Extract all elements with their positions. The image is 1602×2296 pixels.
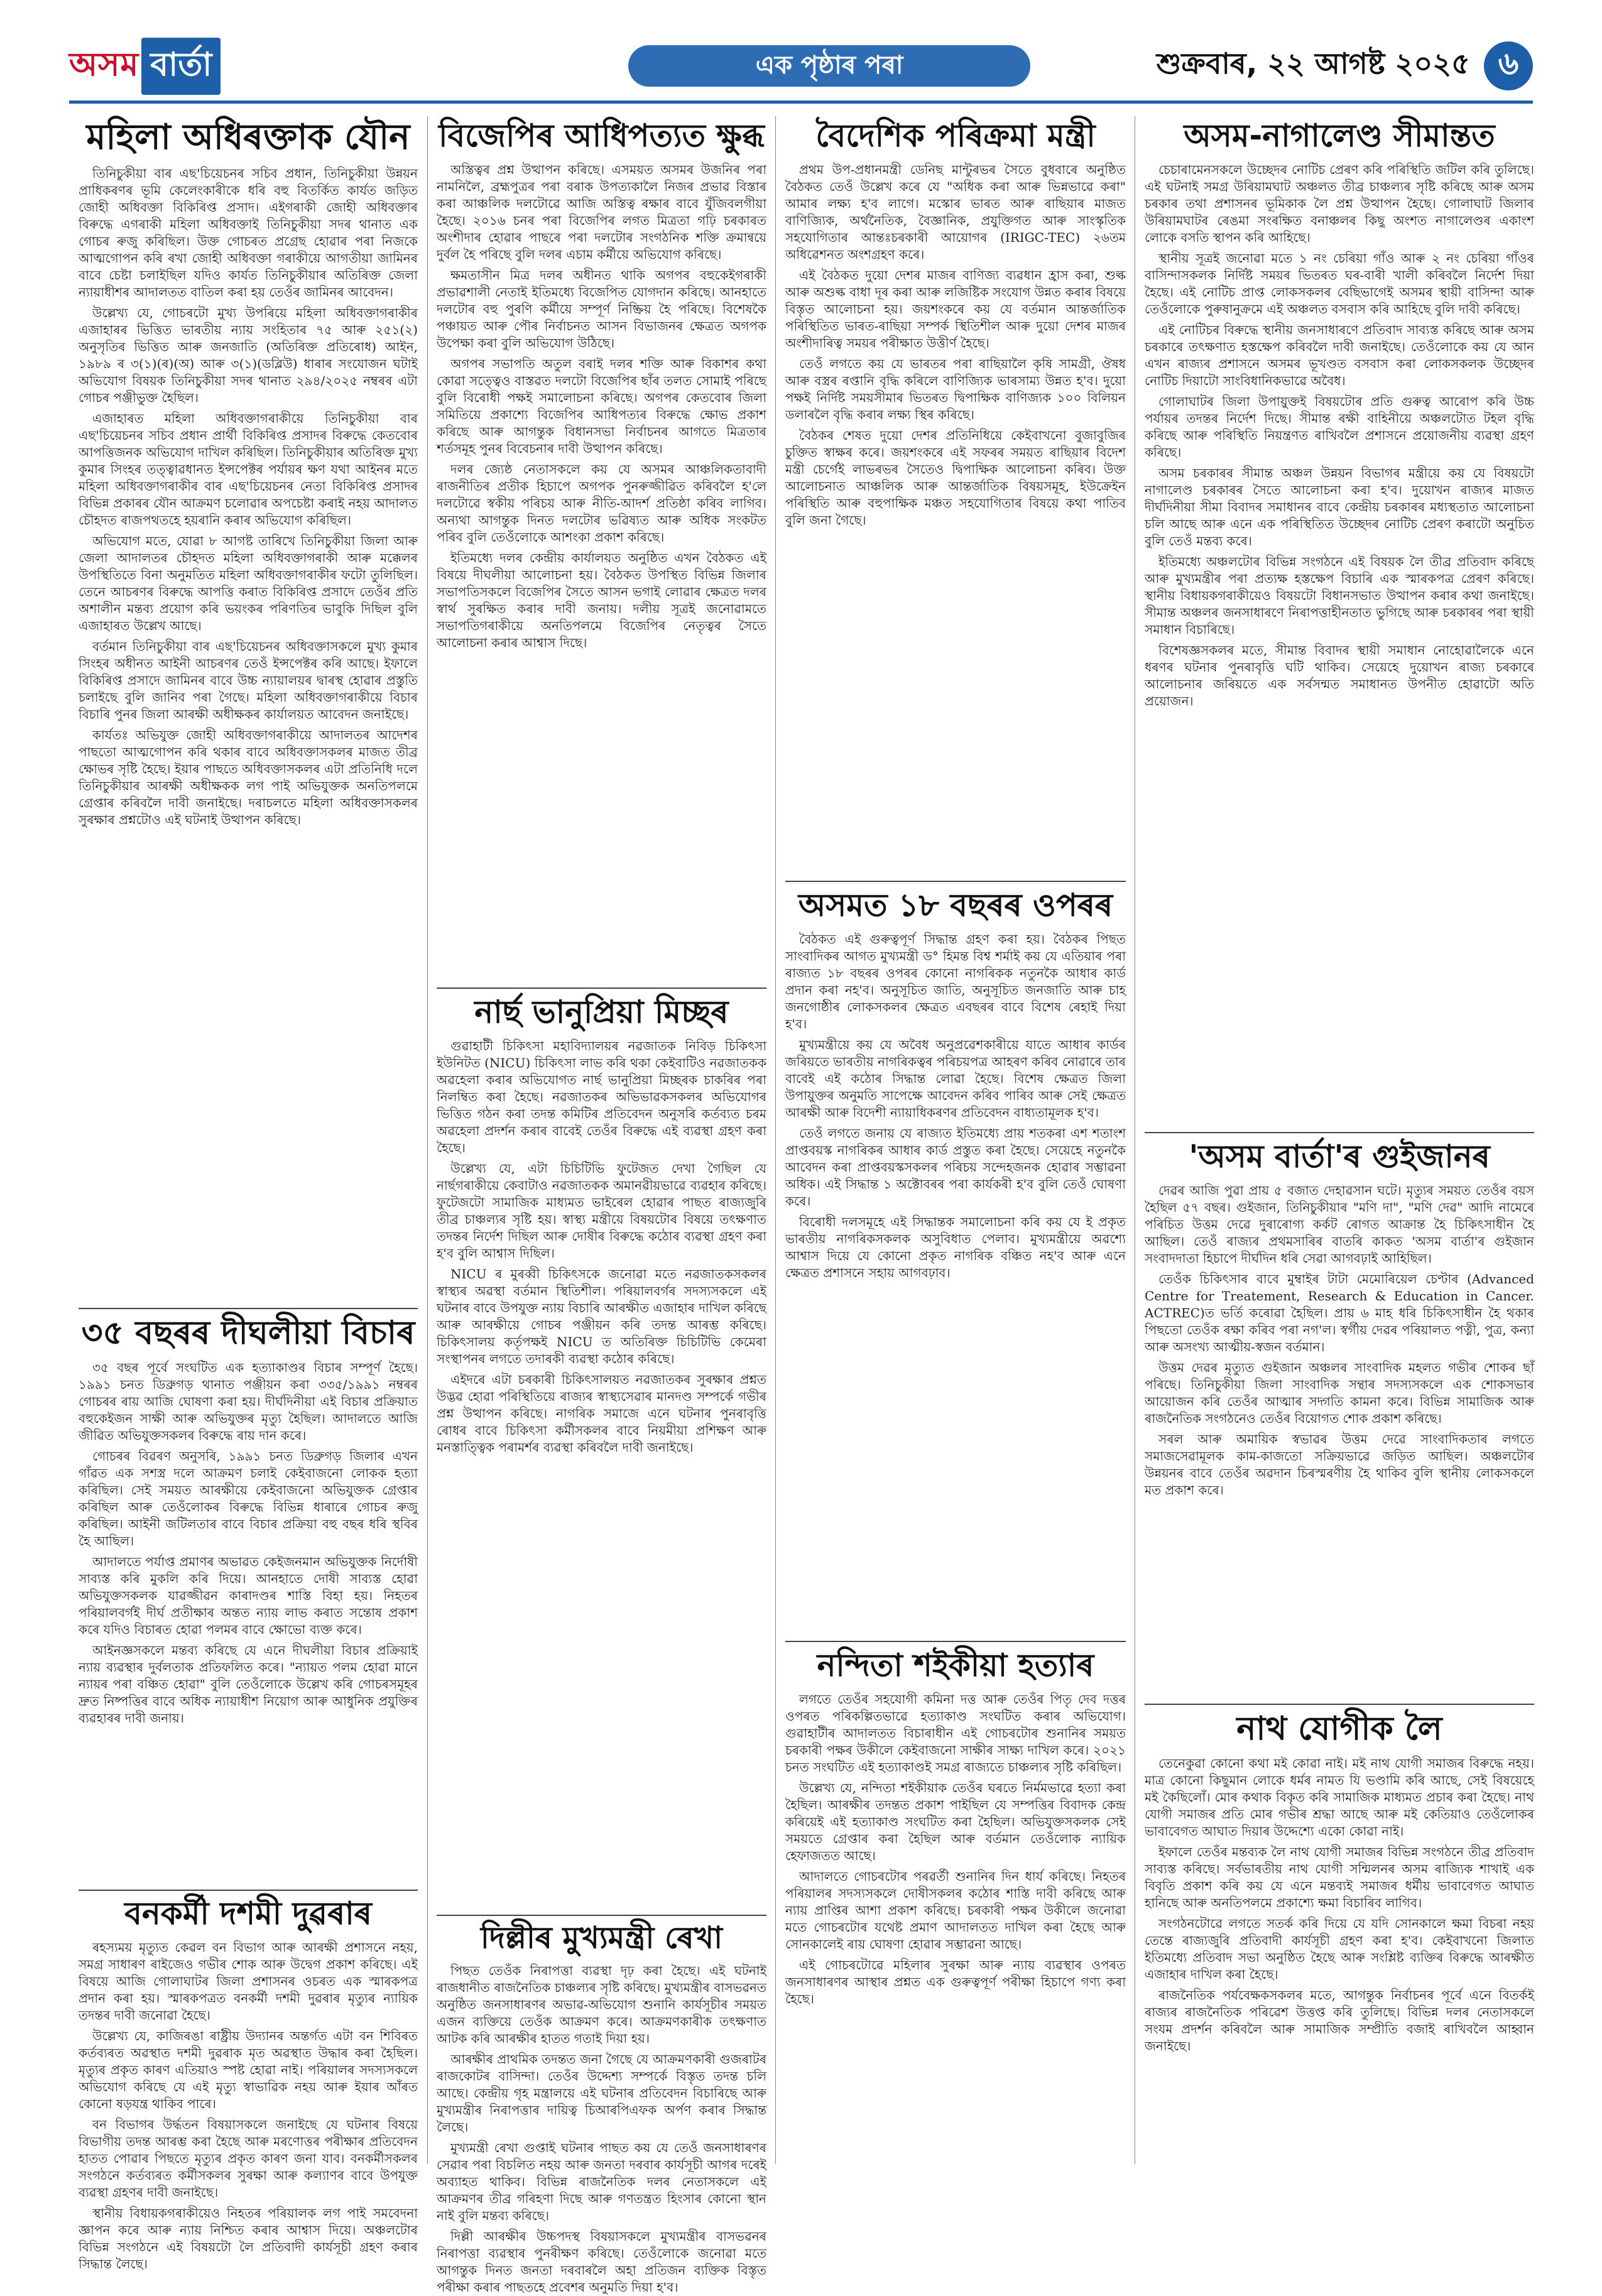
article-divider xyxy=(437,1915,766,1916)
article-paragraph: উল্লেখ্য যে, এটা চিচিটিভি ফুটেজত দেখা গৈছিল যে নাৰ্ছগৰাকীয়ে কেবাটাও নৱজাতকক অমানৱীয়ভাৱে ব্যৱহাৰ কৰিছে। ফুটেজটো সামাজিক মাধ্যমত ভাইৰেল হোৱাৰ পাছত ৰাজ্যজুৰি তীব্ৰ চাঞ্চল্যৰ সৃষ্টি হয়। স্বাস্থ্য মন্ত্ৰীয়ে বিষয়টোৰ বিষয়ে তৎক্ষণাত তদন্তৰ নিৰ্দেশ দিছিল আৰু দোষীৰ বিৰুদ্ধে কঠোৰ ব্যৱস্থা গ্ৰহণ কৰা হ'ব বুলি আশ্বাস দিছিল। xyxy=(437,1160,766,1261)
article-headline[interactable]: দিল্লীৰ মুখ্যমন্ত্ৰী ৰেখা xyxy=(480,1920,723,1956)
article-narcha xyxy=(437,996,766,1907)
article-paragraph: সৰল আৰু অমায়িক স্বভাৱৰ উত্তম দেৱে সাংবাদিকতাৰ লগতে সমাজসেৱামূলক কাম-কাজতো সক্ৰিয়ভাৱে জড়িত আছিল। অঞ্চলটোৰ উন্নয়নৰ বাবে তেওঁৰ অৱদান চিৰস্মৰণীয় হৈ থাকিব বুলি স্থানীয় লোকসকলে মত প্ৰকাশ কৰে। xyxy=(1145,1431,1534,1498)
masthead xyxy=(69,36,1533,94)
article-paragraph: ৰাজনৈতিক পৰ্যবেক্ষকসকলৰ মতে, আগন্তুক নিৰ্বাচনৰ পূৰ্বে এনে বিতৰ্কই ৰাজ্যৰ ৰাজনৈতিক পৰিৱেশ উত্তপ্ত কৰি তুলিছে। বিভিন্ন দলৰ নেতাসকলে সংযম প্ৰদৰ্শন কৰিবলৈ আৰু সামাজিক সম্প্ৰীতি বজাই ৰাখিবলৈ আহ্বান জনাইছে। xyxy=(1145,1987,1534,2054)
article-asamot18 xyxy=(785,889,1126,1633)
article-paragraph: বৰ্তমান তিনিচুকীয়া বাৰ এছ'চিয়েচনৰ অধিবক্তাসকলে মুখ্য কুমাৰ সিংহৰ অধীনত আইনী আচৰণৰ তেওঁ ইন্সপেক্টৰ কৰি আছে। ইফালে বিকিৰিপ্ত প্ৰসাদে জামিনৰ বাবে উচ্চ ন্যায়ালয়ৰ দ্বাৰস্থ হোৱাৰ প্ৰস্তুতি চলাইছে বুলি জানিব পৰা গৈছে। মহিলা অধিবক্তাগৰাকীয়ে বিচাৰ বিচাৰি পুনৰ জিলা আৰক্ষী অধীক্ষকৰ কাৰ্যালয়ত আবেদন জনাইছে। xyxy=(79,638,418,722)
article-headline[interactable]: বৈদেশিক পৰিক্ৰমা মন্ত্ৰী xyxy=(815,117,1096,154)
newspaper-logo[interactable] xyxy=(69,43,221,89)
article-paragraph: উত্তম দেৱৰ মৃত্যুত গুইজান অঞ্চলৰ সাংবাদিক মহলত গভীৰ শোকৰ ছাঁ পৰিছে। তিনিচুকীয়া জিলা সাংবাদিক সন্থাৰ সদস্যসকলে এক শোকসভাৰ আয়োজন কৰি তেওঁৰ আত্মাৰ সদ্গতি কামনা কৰে। বিভিন্ন সামাজিক আৰু ৰাজনৈতিক সংগঠনেও তেওঁৰ বিয়োগত শোক প্ৰকাশ কৰিছে। xyxy=(1145,1359,1534,1426)
article-divider xyxy=(785,1641,1126,1642)
article-headline[interactable]: 'অসম বাৰ্তা'ৰ গুইজানৰ xyxy=(1189,1138,1490,1175)
article-paragraph: আদালতে গোচৰটোৰ পৰৱৰ্তী শুনানিৰ দিন ধাৰ্য কৰিছে। নিহতৰ পৰিয়ালৰ সদস্যসকলে দোষীসকলৰ কঠোৰ শাস্তি দাবী কৰিছে আৰু ন্যায় প্ৰাপ্তিৰ আশা প্ৰকাশ কৰিছে। চৰকাৰী পক্ষৰ উকীলে জনোৱা মতে গোচৰটোৰ যথেষ্ট প্ৰমাণ আদালতত দাখিল কৰা হৈছে আৰু সোনকালেই ৰায় ঘোষণা হোৱাৰ সম্ভাৱনা আছে। xyxy=(785,1868,1126,1952)
article-paragraph: বিশেষজ্ঞসকলৰ মতে, সীমান্ত বিবাদৰ স্থায়ী সমাধান নোহোৱালৈকে এনে ধৰণৰ ঘটনাৰ পুনৰাবৃত্তি ঘটি থাকিব। সেয়েহে দুয়োখন ৰাজ্য চৰকাৰে আলোচনাৰ জৰিয়তে এক সৰ্বসন্মত সমাধানত উপনীত হোৱাটো অতি প্ৰয়োজন। xyxy=(1145,642,1534,709)
article-paragraph: ইতিমধ্যে দলৰ কেন্দ্ৰীয় কাৰ্যালয়ত অনুষ্ঠিত এখন বৈঠকত এই বিষয়ে দীঘলীয়া আলোচনা হয়। বৈঠকত উপস্থিত বিভিন্ন জিলাৰ সভাপতিসকলে বিজেপিৰ সৈতে আসন ভগাই লোৱাৰ ক্ষেত্ৰত দলৰ স্বাৰ্থ সুৰক্ষিত কৰাৰ দাবী জনায়। দলীয় সূত্ৰই জনোৱামতে সভাপতিগৰাকীয়ে অনতিপলমে বিজেপিৰ নেতৃত্বৰ সৈতে আলোচনা কৰাৰ আশ্বাস দিছে। xyxy=(437,550,766,650)
logo-text-part2: বাৰ্তা xyxy=(141,38,221,95)
article-paragraph: মুখ্যমন্ত্ৰীয়ে কয় যে অবৈধ অনুপ্ৰৱেশকাৰীয়ে যাতে আধাৰ কাৰ্ডৰ জৰিয়তে ভাৰতীয় নাগৰিকত্বৰ পৰিচয়পত্ৰ আহৰণ কৰিব নোৱাৰে তাৰ বাবেই এই কঠোৰ সিদ্ধান্ত লোৱা হৈছে। বিশেষ ক্ষেত্ৰত জিলা উপায়ুক্তৰ অনুমতি সাপেক্ষে আবেদন কৰিব পাৰিব আৰু সেই ক্ষেত্ৰত আৰক্ষী আৰু বিদেশী ন্যায়াধিকৰণৰ প্ৰতিবেদন বাধ্যতামূলক হ'ব। xyxy=(785,1036,1126,1120)
article-paragraph: তেওঁ লগতে কয় যে ভাৰতৰ পৰা ৰাছিয়ালৈ কৃষি সামগ্ৰী, ঔষধ আৰু বস্ত্ৰৰ ৰপ্তানি বৃদ্ধি কৰিলে বাণিজ্যিক ভাৰসাম্য উন্নত হ'ব। দুয়ো পক্ষই নিৰ্দিষ্ট সময়সীমাৰ ভিতৰত দ্বিপাক্ষিক বাণিজ্যক ১০০ বিলিয়ন ডলাৰলৈ বৃদ্ধি কৰাৰ লক্ষ্য স্থিৰ কৰিছে। xyxy=(785,356,1126,422)
article-headline[interactable]: বনকৰ্মী দশমী দুৱৰাৰ xyxy=(124,1895,372,1932)
article-body xyxy=(1145,1182,1534,1499)
article-divider xyxy=(1145,1132,1534,1133)
article-nath xyxy=(1145,1712,1534,2164)
section-ribbon: এক পৃষ্ঠাৰ পৰা xyxy=(628,45,1030,87)
article-dighaliya xyxy=(79,1316,418,1881)
article-bjp xyxy=(437,119,766,980)
article-paragraph: গোলাঘাটৰ জিলা উপায়ুক্তই বিষয়টোৰ প্ৰতি গুৰুত্ব আৰোপ কৰি উচ্চ পৰ্যায়ৰ তদন্তৰ নিৰ্দেশ দিছে। সীমান্ত ৰক্ষী বাহিনীয়ে অঞ্চলটোত টহল বৃদ্ধি কৰিছে আৰু পৰিস্থিতি নিয়ন্ত্ৰণত ৰাখিবলৈ প্ৰশাসনে প্ৰয়োজনীয় ব্যৱস্থা গ্ৰহণ কৰিছে। xyxy=(1145,393,1534,460)
article-headline[interactable]: বিজেপিৰ আধিপত্যত ক্ষুব্ধ xyxy=(439,117,765,154)
column-divider xyxy=(427,116,428,2164)
article-paragraph: দেৱৰ আজি পুৱা প্ৰায় ৫ বজাত দেহাৱসান ঘটে। মৃত্যুৰ সময়ত তেওঁৰ বয়স হৈছিল ৫৭ বছৰ। গুইজান, তিনিচুকীয়াৰ "মণি দা", "মণি দেৱ" আদি নামেৰে পৰিচিত উত্তম দেৱে দুৰাৰোগ্য কৰ্কট ৰোগত আক্ৰান্ত হৈ চিকিৎসাধীন হৈ আছিল। তেওঁ ৰাজ্যৰ প্ৰথমসাৰিৰ বাতৰি কাকত 'অসম বাৰ্তা'ৰ গুইজান সংবাদদাতা হিচাপে দীৰ্ঘদিন ধৰি সেৱা আগবঢ়াই আহিছিল। xyxy=(1145,1182,1534,1266)
article-paragraph: বিৰোধী দলসমূহে এই সিদ্ধান্তক সমালোচনা কৰি কয় যে ই প্ৰকৃত ভাৰতীয় নাগৰিকসকলক অসুবিধাত পেলাব। মুখ্যমন্ত্ৰীয়ে অৱশ্যে আশ্বাস দিয়ে যে কোনো প্ৰকৃত নাগৰিক বঞ্চিত নহ'ব আৰু এনে ক্ষেত্ৰত প্ৰশাসনে সহায় আগবঢ়াব। xyxy=(785,1214,1126,1280)
article-headline[interactable]: অসম-নাগালেণ্ড সীমান্তত xyxy=(1184,117,1495,154)
article-paragraph: অসম চৰকাৰৰ সীমান্ত অঞ্চল উন্নয়ন বিভাগৰ মন্ত্ৰীয়ে কয় যে বিষয়টো নাগালেণ্ড চৰকাৰৰ সৈতে আলোচনা কৰা হ'ব। দুয়োখন ৰাজ্যৰ মাজত দীৰ্ঘদিনীয়া সীমা বিবাদৰ সমাধানৰ বাবে কেন্দ্ৰীয় চৰকাৰৰ মধ্যস্থতাত আলোচনা চলি আছে আৰু এনে এক পৰিস্থিতিত উচ্ছেদৰ নোটিচ প্ৰেৰণ কৰাটো অনুচিত বুলি তেওঁ মন্তব্য কৰে। xyxy=(1145,465,1534,548)
article-nandita xyxy=(785,1649,1126,2164)
article-body xyxy=(437,161,766,651)
article-divider xyxy=(785,881,1126,882)
article-paragraph: স্থানীয় সূত্ৰই জনোৱা মতে ১ নং চেৰিয়া গাঁও আৰু ২ নং চেৰিয়া গাঁওৰ বাসিন্দাসকলক নিৰ্দিষ্ট সময়ৰ ভিতৰত ঘৰ-বাৰী খালী কৰিবলৈ নিৰ্দেশ দিয়া হৈছে। এই নোটিচ প্ৰাপ্ত লোকসকলৰ বেছিভাগেই অসমৰ স্থায়ী বাসিন্দা আৰু তেওঁলোকে পুৰুষানুক্ৰমে এই অঞ্চলত বসবাস কৰি আহিছে বুলি দাবী কৰিছে। xyxy=(1145,250,1534,317)
article-body xyxy=(785,1691,1126,2008)
article-beideshik xyxy=(785,119,1126,873)
article-paragraph: ইতিমধ্যে অঞ্চলটোৰ বিভিন্ন সংগঠনে এই বিষয়ক লৈ তীব্ৰ প্ৰতিবাদ কৰিছে আৰু মুখ্যমন্ত্ৰীৰ পৰা প্ৰত্যক্ষ হস্তক্ষেপ বিচাৰি এক স্মাৰকপত্ৰ প্ৰেৰণ কৰিছে। স্থানীয় বিধায়কগৰাকীয়েও বিষয়টো বিধানসভাত উত্থাপন কৰাৰ কথা জনাইছে। সীমান্ত অঞ্চলৰ জনসাধাৰণে নিৰাপত্তাহীনতাত ভুগিছে আৰু চৰকাৰৰ পৰা স্থায়ী সমাধান বিচাৰিছে। xyxy=(1145,553,1534,637)
article-paragraph: বৈঠকত এই গুৰুত্বপূৰ্ণ সিদ্ধান্ত গ্ৰহণ কৰা হয়। বৈঠকৰ পিছত সাংবাদিকৰ আগত মুখ্যমন্ত্ৰী ড° হিমন্ত বিশ্ব শৰ্মাই কয় যে এতিয়াৰ পৰা ৰাজ্যত ১৮ বছৰৰ ওপৰৰ কোনো নাগৰিকক নতুনকৈ আধাৰ কাৰ্ড প্ৰদান কৰা নহ'ব। অনুসূচিত জাতি, অনুসূচিত জনজাতি আৰু চাহ জনগোষ্ঠীৰ লোকসকলৰ ক্ষেত্ৰত এবছৰৰ বাবে বিশেষ ৰেহাই দিয়া হ'ব। xyxy=(785,931,1126,1031)
article-paragraph: এই নোটিচৰ বিৰুদ্ধে স্থানীয় জনসাধাৰণে প্ৰতিবাদ সাব্যস্ত কৰিছে আৰু অসম চৰকাৰে তৎক্ষণাত হস্তক্ষেপ কৰিবলৈ দাবী জনাইছে। তেওঁলোকে কয় যে আন এখন ৰাজ্যৰ প্ৰশাসনে অসমৰ ভূখণ্ডত বসবাস কৰা লোকসকলক উচ্ছেদৰ নোটিচ দিয়াটো সাংবিধানিকভাৱে অবৈধ। xyxy=(1145,322,1534,388)
logo-text-part1: অসম xyxy=(69,45,139,84)
article-paragraph: গুৱাহাটী চিকিৎসা মহাবিদ্যালয়ৰ নৱজাতক নিবিড় চিকিৎসা ইউনিটত (NICU) চিকিৎসা লাভ কৰি থকা কেইবাটিও নৱজাতকক অৱহেলা কৰাৰ অভিযোগত নাৰ্ছ ভানুপ্ৰিয়া মিচ্ছৰক চাকৰিৰ পৰা নিলম্বিত কৰা হৈছে। নৱজাতকৰ অভিভাৱকসকলৰ অভিযোগৰ ভিত্তিত গঠন কৰা তদন্ত কমিটিৰ প্ৰতিবেদন অনুসৰি কৰ্তব্যত চৰম অৱহেলা প্ৰদৰ্শন কৰাৰ বাবেই তেওঁৰ বিৰুদ্ধে এই ব্যৱস্থা গ্ৰহণ কৰা হৈছে। xyxy=(437,1038,766,1155)
article-paragraph: বৈঠকৰ শেষত দুয়ো দেশৰ প্ৰতিনিধিয়ে কেইবাখনো বুজাবুজিৰ চুক্তিত স্বাক্ষৰ কৰে। জয়শংকৰে এই সফৰৰ সময়ত ৰাছিয়াৰ বিদেশ মন্ত্ৰী চেৰ্গেই লাভৰভৰ সৈতেও দ্বিপাক্ষিক আলোচনা কৰিব। উক্ত আলোচনাত আঞ্চলিক আৰু আন্তৰ্জাতিক বিষয়সমূহ, ইউক্ৰেইন পৰিস্থিতি আৰু বহুপাক্ষিক মঞ্চত সহযোগিতাৰ বিষয়ে কথা পাতিব বুলি জনা গৈছে। xyxy=(785,427,1126,528)
article-paragraph: প্ৰথম উপ-প্ৰধানমন্ত্ৰী ডেনিছ মান্টুৰভৰ সৈতে বুধবাৰে অনুষ্ঠিত বৈঠকত তেওঁ উল্লেখ কৰে যে "অধিক কৰা আৰু ভিন্নভাৱে কৰা" আমাৰ লক্ষ্য হ'ব লাগে। মস্কোৰ ভাৰত আৰু ৰাছিয়াৰ মাজত বাণিজ্যিক, অৰ্থনৈতিক, বৈজ্ঞানিক, প্ৰযুক্তিগত আৰু সাংস্কৃতিক সহযোগিতাৰ আন্তঃচৰকাৰী আয়োগৰ (IRIGC-TEC) ২৬তম অধিৱেশনত অংশগ্ৰহণ কৰে। xyxy=(785,161,1126,262)
article-paragraph: অভিযোগ মতে, যোৱা ৮ আগষ্ট তাৰিখে তিনিচুকীয়া জিলা আৰু জেলা আদালতৰ চৌহদত মহিলা অধিবক্তাগৰাকী আৰু মক্কেলৰ উপস্থিতিতে বিনা অনুমতিত মহিলা অধিবক্তাগৰাকীৰ ফটো তুলিছিল। তেনে আচৰণৰ বিৰুদ্ধে আপত্তি কৰাত বিকিৰিপ্ত প্ৰসাদে তেওঁৰ প্ৰতি অশালীন মন্তব্য প্ৰয়োগ কৰি ভয়ংকৰ পৰিণতিৰ ভাবুকি দিছিল বুলি এজাহাৰত উল্লেখ আছে। xyxy=(79,533,418,633)
article-delhi xyxy=(437,1920,766,2295)
article-headline[interactable]: নাৰ্ছ ভানুপ্ৰিয়া মিচ্ছৰ xyxy=(474,994,729,1030)
article-headline[interactable]: নাথ যোগীক লৈ xyxy=(1236,1710,1442,1748)
article-paragraph: কাৰ্যতঃ অভিযুক্ত জোহী অধিবক্তাগৰাকীয়ে আদালতৰ আদেশৰ পাছতো আত্মগোপন কৰি থকাৰ বাবে অধিবক্তাসকলৰ মাজত তীব্ৰ ক্ষোভৰ সৃষ্টি হৈছে। ইয়াৰ পাছতে অধিবক্তাসকলৰ এটা প্ৰতিনিধি দলে তিনিচুকীয়াৰ আৰক্ষী অধীক্ষকক লগ পাই অভিযুক্তক অনতিপলমে গ্ৰেপ্তাৰ কৰিবলৈ দাবী জনাইছে। দৰাচলতে মহিলা অধিবক্তাসকলৰ সুৰক্ষাৰ প্ৰশ্নটোও এই ঘটনাই উত্থাপন কৰিছে। xyxy=(79,727,418,827)
article-paragraph: স্থানীয় বিধায়কগৰাকীয়েও নিহতৰ পৰিয়ালক লগ পাই সমবেদনা জ্ঞাপন কৰে আৰু ন্যায় নিশ্চিত কৰাৰ আশ্বাস দিয়ে। অঞ্চলটোৰ বিভিন্ন সংগঠনে এই বিষয়টো লৈ প্ৰতিবাদী কাৰ্যসূচী গ্ৰহণ কৰাৰ সিদ্ধান্ত লৈছে। xyxy=(79,2205,418,2272)
article-guijan xyxy=(1145,1140,1534,1696)
article-body xyxy=(1145,161,1534,710)
article-paragraph: তিনিচুকীয়া বাৰ এছ'চিয়েচনৰ সচিব প্ৰধান, তিনিচুকীয়া উন্নয়ন প্ৰাধিকৰণৰ ভূমি কেলেংকাৰীকে ধৰি বহু বিতৰ্কিত কাৰ্যত জড়িত জোহী অধিবক্তা বিকিৰিপ্ত প্ৰসাদ। এইগৰাকী জোহী অধিবক্তাৰ বিৰুদ্ধে এগৰাকী মহিলা অধিবক্তাই তিনিচুকীয়া সদৰ থানাত এক গোচৰ ৰুজু কৰিছিল। উক্ত গোচৰত প্ৰগ্ৰেছ হোৱাৰ পৰা নিজকে আত্মগোপন কৰি ৰখা জোহী অধিবক্তা গৰাকীয়ে আগতীয়া জামিনৰ বাবে চেষ্টা চলাইছিল যদিও কাৰ্যত তিনিচুকীয়াৰ অতিৰিক্ত জেলা ন্যায়াধীশৰ আদালতত বাতিল কৰা হয় তেওঁৰ জামিনৰ আবেদন। xyxy=(79,165,418,300)
article-body xyxy=(79,165,418,829)
article-paragraph: তেওঁক চিকিৎসাৰ বাবে মুম্বাইৰ টাটা মেমোৰিয়েল চেণ্টাৰ (Advanced Centre for Treatement, Research & Education in Cancer. ACTREC)ত ভৰ্তি কৰোৱা হৈছিল। প্ৰায় ৬ মাহ ধৰি চিকিৎসাধীন হৈ থকাৰ পিছতো তেওঁক ৰক্ষা কৰিব পৰা নগ'ল। স্বৰ্গীয় দেৱৰ পৰিয়ালত পত্নী, পুত্ৰ, কন্যা আৰু অসংখ্য আত্মীয়-স্বজন বৰ্তমান। xyxy=(1145,1271,1534,1354)
article-paragraph: ৰহস্যময় মৃত্যুত কেৱল বন বিভাগ আৰু আৰক্ষী প্ৰশাসনে নহয়, সমগ্ৰ সাধাৰণ ৰাইজেও গভীৰ শোক আৰু উদ্বেগ প্ৰকাশ কৰিছে। এই বিষয়ে আজি গোলাঘাটৰ জিলা প্ৰশাসনৰ ওচৰত এক স্মাৰকপত্ৰ প্ৰদান কৰা হয়। স্মাৰকপত্ৰত বনকৰ্মী দশমী দুৱৰাৰ মৃত্যুৰ ন্যায়িক তদন্তৰ দাবী জনোৱা হৈছে। xyxy=(79,1939,418,2023)
article-body xyxy=(437,1962,766,2296)
article-headline[interactable]: নন্দিতা শইকীয়া হত্যাৰ xyxy=(817,1647,1094,1684)
article-divider xyxy=(79,1308,418,1309)
article-paragraph: চেচাৰামেনসকলে উচ্ছেদৰ নোটিচ প্ৰেৰণ কৰি পৰিস্থিতি জটিল কৰি তুলিছে। এই ঘটনাই সমগ্ৰ উৰিয়ামঘাট অঞ্চলত তীব্ৰ চাঞ্চল্যৰ সৃষ্টি কৰিছে আৰু অসম চৰকাৰ তথা প্ৰশাসনৰ ভূমিকাক লৈ প্ৰশ্ন উত্থাপন হৈছে। গোলাঘাট জিলাৰ উৰিয়ামঘাটৰ ৰেঙমা সংৰক্ষিত বনাঞ্চলৰ কিছু অংশত নাগালেণ্ডৰ একাংশ লোকে বসতি স্থাপন কৰি আহিছে। xyxy=(1145,161,1534,245)
article-paragraph: পিছত তেওঁক নিৰাপত্তা ব্যৱস্থা দৃঢ় কৰা হৈছে। এই ঘটনাই ৰাজধানীত ৰাজনৈতিক চাঞ্চল্যৰ সৃষ্টি কৰিছে। মুখ্যমন্ত্ৰীৰ বাসভৱনত অনুষ্ঠিত জনসাধাৰণৰ অভাৱ-অভিযোগ শুনানি কাৰ্যসূচীৰ সময়ত এজন ব্যক্তিয়ে তেওঁক আক্ৰমণ কৰে। আক্ৰমণকাৰীক তৎক্ষণাত আটক কৰি আৰক্ষীৰ হাতত গতাই দিয়া হয়। xyxy=(437,1963,766,2047)
article-paragraph: এজাহাৰত মহিলা অধিবক্তাগৰাকীয়ে তিনিচুকীয়া বাৰ এছ'চিয়েচনৰ সচিব প্ৰধান প্ৰাৰ্থী বিকিৰিপ্ত প্ৰসাদৰ বিৰুদ্ধে কেতবোৰ আপত্তিজনক অভিযোগ দাখিল কৰিছিল। তিনিচুকীয়াৰ অতিৰিক্ত মুখ্য কুমাৰ সিংহৰ তত্ত্বাৱধানত ইন্সপেক্টৰ পৰ্যায়ৰ ক্ষণ যথা আইনৰ মতে মহিলা অধিবক্তাগৰাকীৰ বাৰ এছ'চিয়েচনৰ নেতা বিকিৰিপ্ত প্ৰসাদৰ বিভিন্ন প্ৰকাৰৰ যৌন আক্ৰমণ চলোৱাৰ অপচেষ্টা কৰাই নহয় আদালত চৌহদত ৰাজপথতহে হয়ৰানি কৰাৰ অভিযোগ কৰিছিল। xyxy=(79,410,418,528)
article-headline[interactable]: অসমত ১৮ বছৰৰ ওপৰৰ xyxy=(798,887,1113,923)
article-paragraph: আইনজ্ঞসকলে মন্তব্য কৰিছে যে এনে দীঘলীয়া বিচাৰ প্ৰক্ৰিয়াই ন্যায় ব্যৱস্থাৰ দুৰ্বলতাক প্ৰতিফলিত কৰে। "ন্যায়ত পলম হোৱা মানে ন্যায়ৰ পৰা বঞ্চিত হোৱা" বুলি তেওঁলোকে উল্লেখ কৰি গোচৰসমূহৰ দ্ৰুত নিষ্পত্তিৰ বাবে অধিক ন্যায়াধীশ নিয়োগ আৰু আধুনিক প্ৰযুক্তিৰ ব্যৱহাৰৰ দাবী জনায়। xyxy=(79,1642,418,1726)
article-bankarmi xyxy=(79,1895,418,2272)
column-divider xyxy=(775,116,776,2164)
article-body xyxy=(1145,1755,1534,2055)
article-paragraph: উল্লেখ্য যে, নন্দিতা শইকীয়াক তেওঁৰ ঘৰতে নিৰ্মমভাৱে হত্যা কৰা হৈছিল। আৰক্ষীৰ তদন্তত প্ৰকাশ পাইছিল যে সম্পত্তিৰ বিবাদক কেন্দ্ৰ কৰিয়েই এই হত্যাকাণ্ড সংঘটিত কৰা হৈছিল। অভিযুক্তসকলক সেই সময়তে গ্ৰেপ্তাৰ কৰা হৈছিল আৰু বৰ্তমান তেওঁলোক ন্যায়িক হেফাজতত আছে। xyxy=(785,1780,1126,1863)
article-body xyxy=(785,161,1126,529)
article-paragraph: তেওঁ লগতে জনায় যে ৰাজ্যত ইতিমধ্যে প্ৰায় শতকৰা এশ শতাংশ প্ৰাপ্তবয়স্ক নাগৰিকৰ আধাৰ কাৰ্ড প্ৰস্তুত কৰা হৈছে। সেয়েহে নতুনকৈ আবেদন কৰা প্ৰাপ্তবয়স্কসকলৰ পৰিচয় সন্দেহজনক হোৱাৰ সম্ভাৱনা অধিক। এই সিদ্ধান্ত ১ অক্টোবৰৰ পৰা কাৰ্যকৰী হ'ব বুলি তেওঁ ঘোষণা কৰে। xyxy=(785,1125,1126,1209)
article-paragraph: দলৰ জ্যেষ্ঠ নেতাসকলে কয় যে অসমৰ আঞ্চলিকতাবাদী ৰাজনীতিৰ প্ৰতীক হিচাপে অগপক পুনৰুজ্জীৱিত কৰিবলৈ হ'লে দলটোৱে স্বকীয় পৰিচয় আৰু নীতি-আদৰ্শ প্ৰতিষ্ঠা কৰিব লাগিব। অন্যথা আগন্তুক দিনত দলটোৰ ভৱিষ্যত আৰু অধিক সংকটত পৰিব বুলি তেওঁলোকে আশংকা প্ৰকাশ কৰিছে। xyxy=(437,461,766,545)
article-body xyxy=(79,1939,418,2273)
article-headline[interactable]: মহিলা অধিৰক্তাক যৌন xyxy=(86,117,410,158)
article-paragraph: দিল্লী আৰক্ষীৰ উচ্চপদস্থ বিষয়াসকলে মুখ্যমন্ত্ৰীৰ বাসভৱনৰ নিৰাপত্তা ব্যৱস্থাৰ পুনৰীক্ষণ কৰিছে। তেওঁলোকে জনোৱা মতে আগন্তুক দিনত জনতা দৰবাৰলৈ অহা প্ৰতিজন ব্যক্তিক বিস্তৃত পৰীক্ষা কৰাৰ পাছতহে প্ৰবেশৰ অনুমতি দিয়া হ'ব। xyxy=(437,2229,766,2295)
article-paragraph: বন বিভাগৰ উৰ্দ্ধতন বিষয়াসকলে জনাইছে যে ঘটনাৰ বিষয়ে বিভাগীয় তদন্ত আৰম্ভ কৰা হৈছে আৰু মৰণোত্তৰ পৰীক্ষাৰ প্ৰতিবেদন হাতত পোৱাৰ পিছতে মৃত্যুৰ প্ৰকৃত কাৰণ জনা যাব। বনকৰ্মীসকলৰ সংগঠনে কৰ্তব্যৰত কৰ্মীসকলৰ সুৰক্ষা আৰু কল্যাণৰ বাবে উপযুক্ত ব্যৱস্থা গ্ৰহণৰ দাবী জনাইছে। xyxy=(79,2116,418,2200)
article-paragraph: এই বৈঠকত দুয়ো দেশৰ মাজৰ বাণিজ্য ব্যৱধান হ্ৰাস কৰা, শুল্ক আৰু অশুল্ক বাধা দূৰ কৰা আৰু লজিষ্টিক সংযোগ উন্নত কৰাৰ বিষয়ে বিস্তৃত আলোচনা হয়। জয়শংকৰে কয় যে বৰ্তমান আন্তৰ্জাতিক পৰিস্থিতিত ভাৰত-ৰাছিয়া সম্পৰ্ক স্থিতিশীল আৰু দুয়ো দেশৰ মাজৰ অংশীদাৰিত্ব সময়ৰ পৰীক্ষাত উত্তীৰ্ণ হৈছে। xyxy=(785,267,1126,351)
article-body xyxy=(79,1359,418,1727)
article-headline[interactable]: ৩৫ বছৰৰ দীঘলীয়া বিচাৰ xyxy=(81,1314,415,1352)
article-paragraph: এইদৰে এটা চৰকাৰী চিকিৎসালয়ত নৱজাতকৰ সুৰক্ষাৰ প্ৰশ্নত উদ্ভৱ হোৱা পৰিস্থিতিয়ে ৰাজ্যৰ স্বাস্থ্যসেৱাৰ মানদণ্ড সম্পৰ্কে গভীৰ প্ৰশ্ন উত্থাপন কৰিছে। নাগৰিক সমাজে এনে ঘটনাৰ পুনৰাবৃত্তি ৰোধৰ বাবে চিকিৎসা কৰ্মীসকলৰ বাবে নিয়মীয়া প্ৰশিক্ষণ আৰু মনস্তাত্ত্বিক পৰামৰ্শৰ ব্যৱস্থা কৰিবলৈ দাবী জনাইছে। xyxy=(437,1371,766,1455)
article-body xyxy=(785,931,1126,1281)
issue-date: শুক্ৰবাৰ, ২২ আগষ্ট ২০২৫ xyxy=(1156,46,1470,80)
article-nagaland xyxy=(1145,119,1534,1124)
article-paragraph: ক্ষমতাসীন মিত্ৰ দলৰ অধীনত থাকি অগপৰ বহুকেইগৰাকী প্ৰভাৱশালী নেতাই ইতিমধ্যে বিজেপিত যোগদান কৰিছে। আনহাতে দলটোৰ বহু পুৰণি কৰ্মীয়ে সম্পূৰ্ণ নিষ্ক্ৰিয় হৈ পৰিছে। বিশেষকৈ পঞ্চায়ত আৰু পৌৰ নিৰ্বাচনত আসন বিভাজনৰ ক্ষেত্ৰত অগপক উপেক্ষা কৰা বুলি অভিযোগ উঠিছে। xyxy=(437,267,766,351)
article-paragraph: তেনেকুৱা কোনো কথা মই কোৱা নাই। মই নাথ যোগী সমাজৰ বিৰুদ্ধে নহয়। মাত্ৰ কোনো কিছুমান লোকে ধৰ্মৰ নামত যি ভণ্ডামি কৰি আছে, সেই বিষয়েহে মই কৈছিলোঁ। মোৰ কথাক বিকৃত কৰি সামাজিক মাধ্যমত প্ৰচাৰ কৰা হৈছে। নাথ যোগী সমাজৰ প্ৰতি মোৰ গভীৰ শ্ৰদ্ধা আছে আৰু মই কেতিয়াও তেওঁলোকৰ ভাবাবেগত আঘাত দিয়াৰ উদ্দেশ্যে একো কোৱা নাই। xyxy=(1145,1755,1534,1839)
article-paragraph: আদালতে পৰ্যাপ্ত প্ৰমাণৰ অভাৱত কেইজনমান অভিযুক্তক নিৰ্দোষী সাব্যস্ত কৰি মুকলি কৰি দিয়ে। আনহাতে দোষী সাব্যস্ত হোৱা অভিযুক্তসকলক যাৱজ্জীৱন কাৰাদণ্ডৰ শাস্তি বিহা হয়। নিহতৰ পৰিয়ালবৰ্গই দীৰ্ঘ প্ৰতীক্ষাৰ অন্তত ন্যায় লাভ কৰাত সন্তোষ প্ৰকাশ কৰে যদিও বিচাৰত হোৱা পলমৰ বাবে ক্ষোভো ব্যক্ত কৰে। xyxy=(79,1553,418,1637)
article-divider xyxy=(437,987,766,989)
article-divider xyxy=(79,1890,418,1891)
article-paragraph: অস্তিত্বৰ প্ৰশ্ন উত্থাপন কৰিছে। এসময়ত অসমৰ উজনিৰ পৰা নামনিলৈ, ব্ৰহ্মপুত্ৰৰ পৰা বৰাক উপত্যকালৈ নিজৰ প্ৰভাৱ বিস্তাৰ কৰা আঞ্চলিক দলটোৱে আজি অস্তিত্ব ৰক্ষাৰ বাবে যুঁজিবলগীয়া হৈছে। ২০১৬ চনৰ পৰা বিজেপিৰ লগত মিত্ৰতা গঢ়ি চৰকাৰত অংশীদাৰ হোৱাৰ পাছৰে পৰা দলটোৰ সংগঠনিক শক্তি ক্ৰমান্বয়ে দুৰ্বল হৈ পৰিছে বুলি দলৰ এচাম কৰ্মীয়ে অভিযোগ কৰিছে। xyxy=(437,161,766,262)
article-paragraph: মুখ্যমন্ত্ৰী ৰেখা গুপ্তাই ঘটনাৰ পাছত কয় যে তেওঁ জনসাধাৰণৰ সেৱাৰ পৰা বিচলিত নহয় আৰু জনতা দৰবাৰ কাৰ্যসূচী আগৰ দৰেই অব্যাহত থাকিব। বিভিন্ন ৰাজনৈতিক দলৰ নেতাসকলে এই আক্ৰমণৰ তীব্ৰ গৰিহণা দিছে আৰু গণতন্ত্ৰত হিংসাৰ কোনো স্থান নাই বুলি মন্তব্য কৰিছে। xyxy=(437,2140,766,2224)
article-paragraph: উল্লেখ্য যে, কাজিৰঙা ৰাষ্ট্ৰীয় উদ্যানৰ অন্তৰ্গত এটা বন শিবিৰত কৰ্তব্যৰত অৱস্থাত দশমী দুৱৰাক মৃত অৱস্থাত উদ্ধাৰ কৰা হৈছিল। মৃত্যুৰ প্ৰকৃত কাৰণ এতিয়াও স্পষ্ট হোৱা নাই। পৰিয়ালৰ সদস্যসকলে অভিযোগ কৰিছে যে এই মৃত্যু স্বাভাৱিক নহয় আৰু ইয়াৰ আঁৰত কোনো ষড়যন্ত্ৰ থাকিব পাৰে। xyxy=(79,2028,418,2111)
article-paragraph: ৩৫ বছৰ পূৰ্বে সংঘটিত এক হত্যাকাণ্ডৰ বিচাৰ সম্পূৰ্ণ হৈছে। ১৯৯১ চনত ডিব্ৰুগড় থানাত পঞ্জীয়ন কৰা ৩৩৫/১৯৯১ নম্বৰৰ গোচৰৰ ৰায় আজি ঘোষণা কৰা হয়। দীৰ্ঘদিনীয়া এই বিচাৰ প্ৰক্ৰিয়াত বহুকেইজন সাক্ষী আৰু অভিযুক্তৰ মৃত্যু হৈছিল। আদালতে আজি জীৱিত অভিযুক্তসকলৰ বিৰুদ্ধে ৰায় দান কৰে। xyxy=(79,1359,418,1443)
article-paragraph: অগপৰ সভাপতি অতুল বৰাই দলৰ শক্তি আৰু বিকাশৰ কথা কোৱা সত্ত্বেও বাস্তৱত দলটো বিজেপিৰ ছাঁৰ তলত সোমাই পৰিছে বুলি বিৰোধী পক্ষই সমালোচনা কৰিছে। অগপৰ কেতবোৰ জিলা সমিতিয়ে প্ৰকাশ্যে বিজেপিৰ আধিপত্যৰ বিৰুদ্ধে ক্ষোভ প্ৰকাশ কৰিছে আৰু আগন্তুক বিধানসভা নিৰ্বাচনৰ আগতে মিত্ৰতাৰ শৰ্তসমূহ পুনৰ বিবেচনাৰ দাবী উত্থাপন কৰিছে। xyxy=(437,356,766,456)
article-mahila xyxy=(79,119,418,1300)
masthead-divider xyxy=(69,101,1533,104)
page-number-badge: ৬ xyxy=(1484,41,1533,90)
article-paragraph: লগতে তেওঁৰ সহযোগী কমিনা দত্ত আৰু তেওঁৰ পিতৃ দেব দত্তৰ ওপৰত পৰিকল্পিতভাৱে হত্যাকাণ্ড সংঘটিত কৰাৰ অভিযোগ। গুৱাহাটীৰ আদালতত বিচাৰাধীন এই গোচৰটোৰ শুনানিৰ সময়ত চৰকাৰী পক্ষৰ উকীলে কেইবাজনো সাক্ষীৰ সাক্ষ্য দাখিল কৰে। ২০২১ চনত সংঘটিত এই হত্যাকাণ্ডই সমগ্ৰ ৰাজ্যতে চাঞ্চল্যৰ সৃষ্টি কৰিছিল। xyxy=(785,1691,1126,1775)
article-paragraph: সংগঠনটোৱে লগতে সতৰ্ক কৰি দিয়ে যে যদি সোনকালে ক্ষমা বিচৰা নহয় তেন্তে ৰাজ্যজুৰি প্ৰতিবাদী কাৰ্যসূচী গ্ৰহণ কৰা হ'ব। কেইবাখনো জিলাত ইতিমধ্যে প্ৰতিবাদ সভা অনুষ্ঠিত হৈছে আৰু সংশ্লিষ্ট ব্যক্তিৰ বিৰুদ্ধে আৰক্ষীত এজাহাৰ দাখিল কৰা হৈছে। xyxy=(1145,1915,1534,1982)
article-body xyxy=(437,1038,766,1456)
article-paragraph: উল্লেখ্য যে, গোচৰটো মুখ্য উপৰিয়ে মহিলা অধিবক্তাগৰাকীৰ এজাহাৰৰ ভিত্তিত ভাৰতীয় ন্যায় সংহিতাৰ ৭৫ আৰু ২৫১(২) অনুসৃতিৰ ভিত্তিত আৰু জনজাতি (অতিৰিক্ত প্ৰতিৰোধ) আইন, ১৯৮৯ ৰ ৩(১)(ৰ)(অ) আৰু ৩(১)(ডব্লিউ) ধাৰাৰ সংযোজন ঘটাই অভিযোগ বিষয়ক তিনিচুকীয়া সদৰ থানাত ২৯৪/২০২৫ নম্বৰৰ এটা গোচৰ পঞ্জীভুক্ত হৈছিল। xyxy=(79,305,418,405)
article-paragraph: আৰক্ষীৰ প্ৰাথমিক তদন্তত জনা গৈছে যে আক্ৰমণকাৰী গুজৰাটৰ ৰাজকোটৰ বাসিন্দা। তেওঁৰ উদ্দেশ্য সম্পৰ্কে বিস্তৃত তদন্ত চলি আছে। কেন্দ্ৰীয় গৃহ মন্ত্ৰালয়ে এই ঘটনাৰ প্ৰতিবেদন বিচাৰিছে আৰু মুখ্যমন্ত্ৰীৰ নিৰাপত্তাৰ দায়িত্ব চিআৰপিএফক অৰ্পণ কৰাৰ সিদ্ধান্ত লৈছে। xyxy=(437,2052,766,2135)
article-divider xyxy=(1145,1704,1534,1705)
article-paragraph: NICU ৰ মুৰব্বী চিকিৎসকে জনোৱা মতে নৱজাতকসকলৰ স্বাস্থ্যৰ অৱস্থা বৰ্তমান স্থিতিশীল। পৰিয়ালবৰ্গৰ সদস্যসকলে এই ঘটনাৰ বাবে উপযুক্ত ন্যায় বিচাৰি আৰক্ষীত এজাহাৰ দাখিল কৰিছে আৰু আৰক্ষীয়ে গোচৰ পঞ্জীয়ন কৰি তদন্ত আৰম্ভ কৰিছে। চিকিৎসালয় কৰ্তৃপক্ষই NICU ত অতিৰিক্ত চিচিটিভি কেমেৰা সংস্থাপনৰ লগতে তদাৰকী ব্যৱস্থা কঠোৰ কৰিছে। xyxy=(437,1266,766,1366)
article-paragraph: এই গোচৰটোৱে মহিলাৰ সুৰক্ষা আৰু ন্যায় ব্যৱস্থাৰ ওপৰত জনসাধাৰণৰ আস্থাৰ প্ৰশ্নত এক গুৰুত্বপূৰ্ণ পৰীক্ষা হিচাপে গণ্য কৰা হৈছে। xyxy=(785,1957,1126,2006)
article-paragraph: ইফালে তেওঁৰ মন্তব্যক লৈ নাথ যোগী সমাজৰ বিভিন্ন সংগঠনে তীব্ৰ প্ৰতিবাদ সাব্যস্ত কৰিছে। সৰ্বভাৰতীয় নাথ যোগী সন্মিলনৰ অসম ৰাজ্যিক শাখাই এক বিবৃতি প্ৰকাশ কৰি কয় যে এনে মন্তব্যই সমাজৰ ধৰ্মীয় ভাবাবেগত আঘাত হানিছে আৰু অনতিপলমে প্ৰকাশ্যে ক্ষমা বিচাৰিব লাগিব। xyxy=(1145,1844,1534,1910)
article-paragraph: গোচৰৰ বিৱৰণ অনুসৰি, ১৯৯১ চনত ডিব্ৰুগড় জিলাৰ এখন গাঁৱত এক সশস্ত্ৰ দলে আক্ৰমণ চলাই কেইবাজনো লোকক হত্যা কৰিছিল। সেই সময়ত আৰক্ষীয়ে কেইবাজনো অভিযুক্তক গ্ৰেপ্তাৰ কৰিছিল আৰু তেওঁলোকৰ বিৰুদ্ধে বিভিন্ন ধাৰাৰে গোচৰ ৰুজু কৰিছিল। আইনী জটিলতাৰ বাবে বিচাৰ প্ৰক্ৰিয়া বহু বছৰ ধৰি স্থবিৰ হৈ আছিল। xyxy=(79,1448,418,1548)
